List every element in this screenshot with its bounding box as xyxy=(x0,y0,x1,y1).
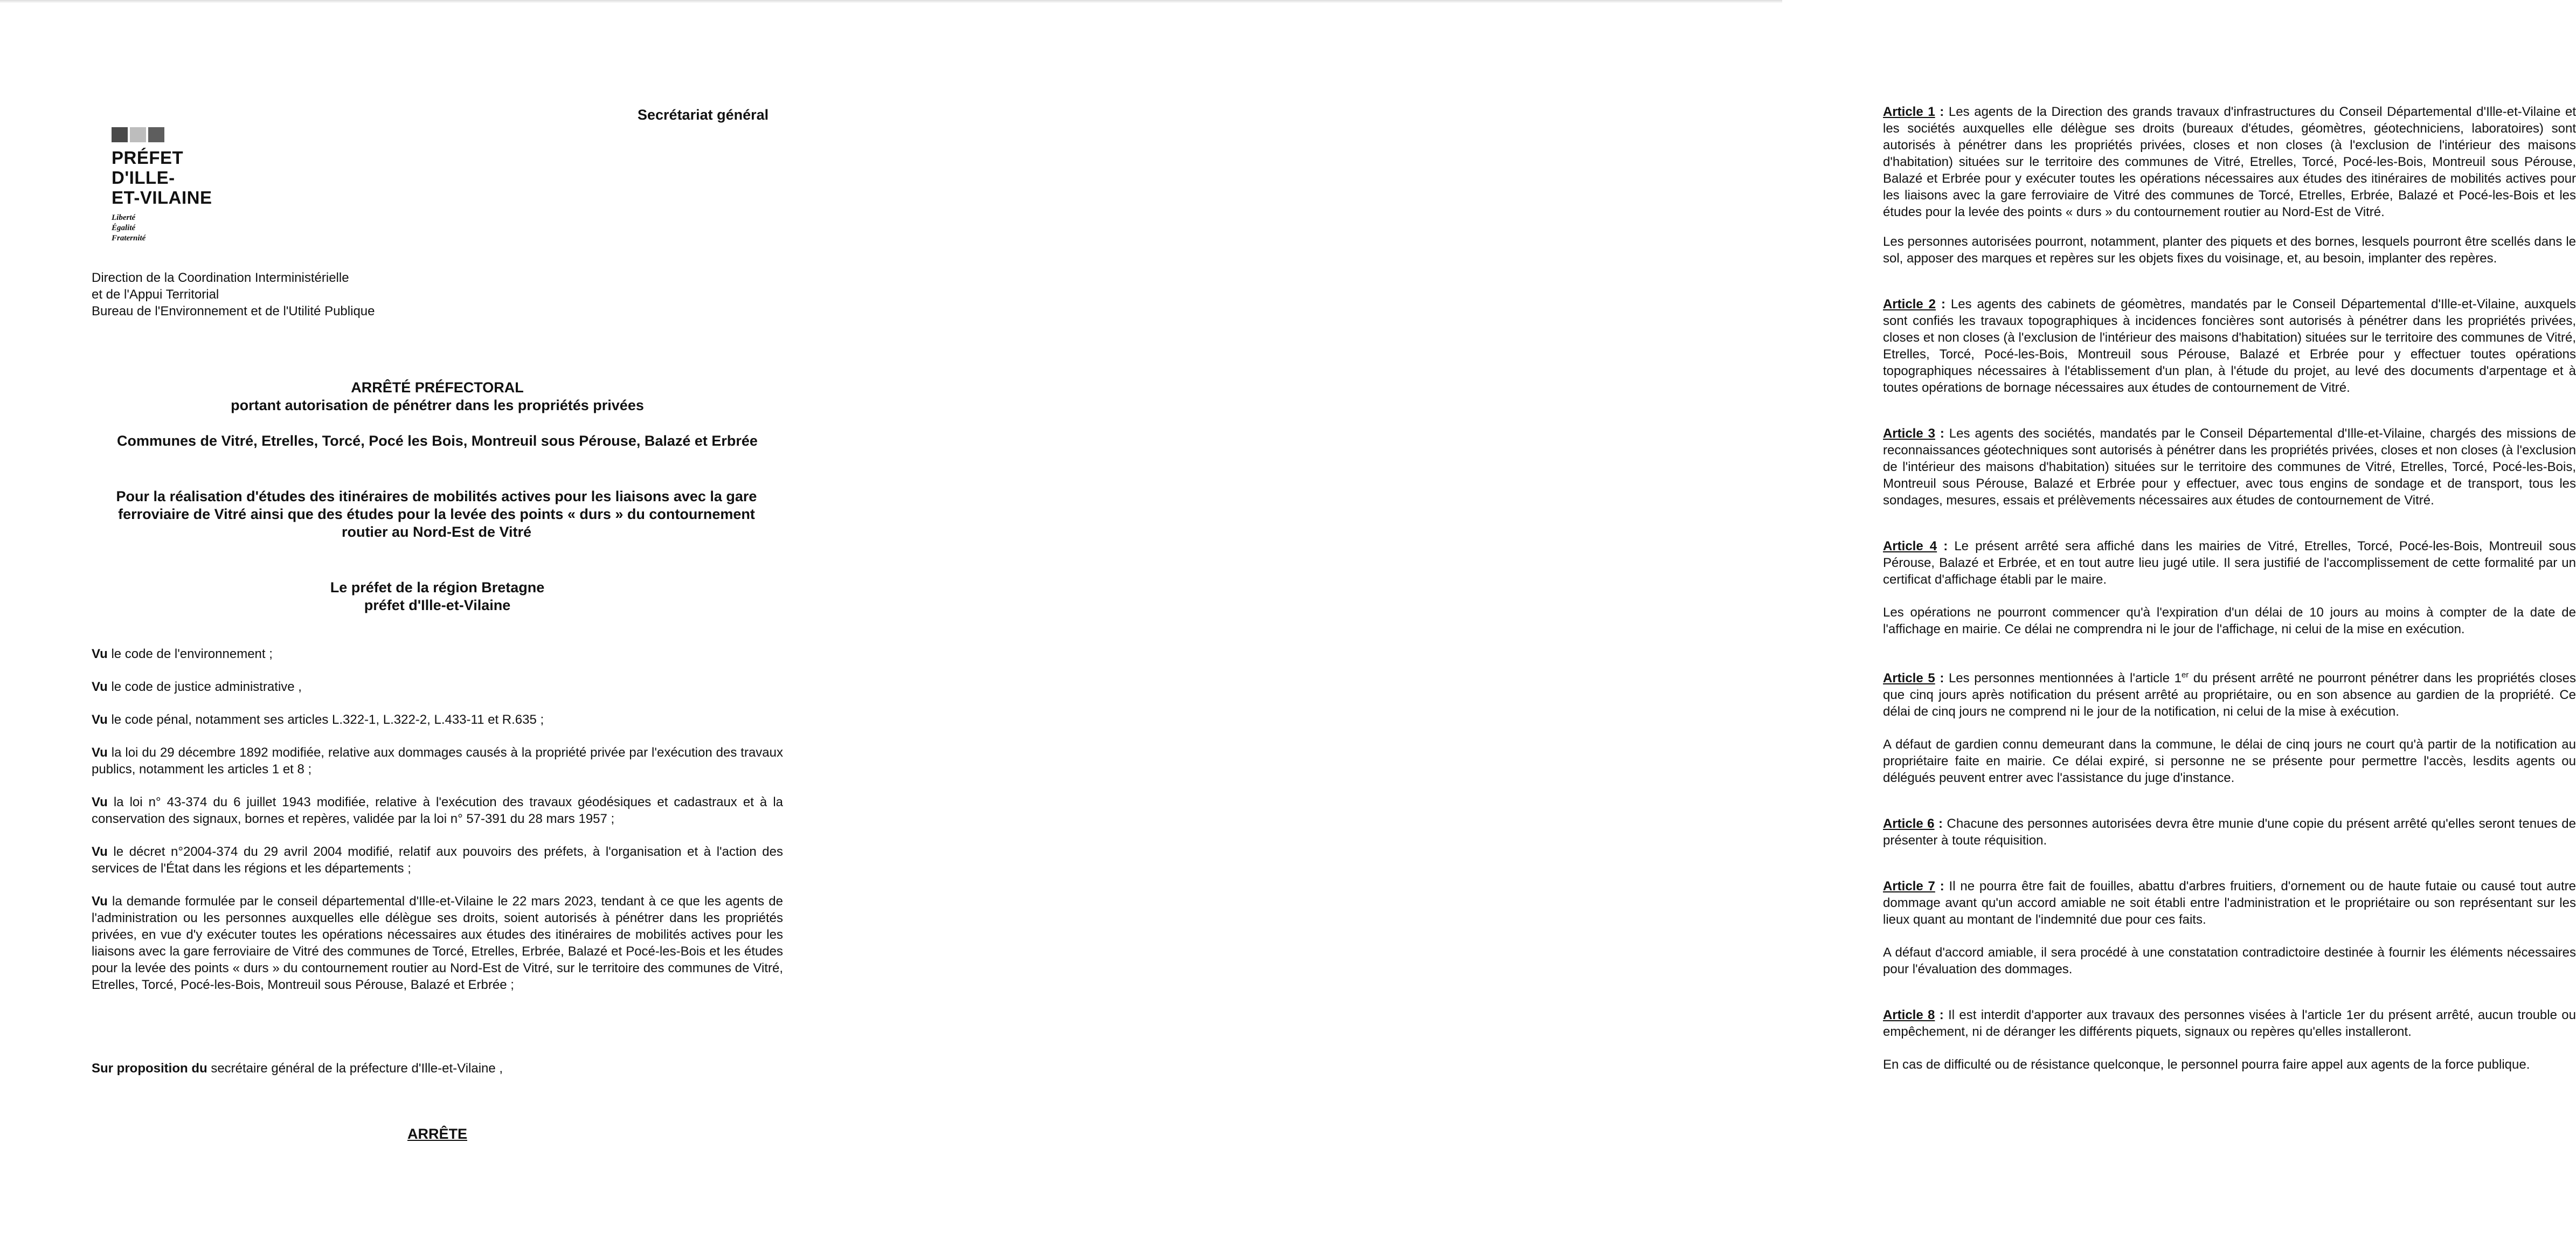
article-4-label: Article 4 xyxy=(1883,539,1937,553)
arrete-heading: ARRÊTE xyxy=(407,1126,467,1142)
vu-item: Vu la demande formulée par le conseil départemental d'Ille-et-Vilaine le 22 mars 2023, tendant à ce que les agents de l'administration ou les personnes auxquelles elle délègue ses droits, soient autorisés à pénétrer dans les propriétés privées, en vue d'y exécuter toutes les opérations nécessaires aux études des itinéraires de mobilités actives pour les liaisons avec la gare ferroviaire de Vitré des communes de Torcé, Etrelles, Erbrée, Balazé et Pocé-les-Bois et les études pour la levée des points « durs » du contournement routier au Nord-Est de Vitré, sur le territoire des communes de Vitré, Etrelles, Torcé, Pocé-les-Bois, Montreuil sous Pérouse, Balazé et Erbrée ; xyxy=(92,894,783,992)
article-2: Article 2 : Les agents des cabinets de géomètres, mandatés par le Conseil Départemental d'Ille-et-Vilaine, auxquels sont confiés les travaux topographiques à incidences foncières sont autorisés à pénétrer dans les propriétés privées, closes et non closes (à l'exclusion de l'intérieur des maisons d'habitation) situées sur le territoire des communes de Vitré, Etrelles, Torcé, Pocé-les-Bois, Montreuil sous Pérouse, Balazé et Erbrée pour y effectuer toutes opérations topographiques nécessaires à l'établissement d'un plan, à l'étude du projet, au levé des documents d'arpentage et à toutes opérations de bornage nécessaires aux études de contournement de Vitré. xyxy=(1883,297,2576,395)
prefet-line-1: Le préfet de la région Bretagne xyxy=(330,579,545,596)
prefet-logo xyxy=(112,127,230,244)
article-6: Article 6 : Chacune des personnes autorisées devra être munie d'une copie du présent arrêté qu'elles seront tenues de présenter à toute réquisition. xyxy=(1883,816,2576,848)
direction-line: et de l'Appui Territorial xyxy=(92,287,219,302)
direction-line: Direction de la Coordination Interministérielle xyxy=(92,271,349,285)
article-4: Article 4 : Le présent arrêté sera affiché dans les mairies de Vitré, Etrelles, Torcé, Pocé-les-Bois, Montreuil sous Pérouse, Balazé et Erbrée, et en tout autre lieu jugé utile. Il sera justifié de l'accomplissement de cette formalité par un certificat d'affichage établi par le maire. xyxy=(1883,539,2576,587)
vu-item: Vu le code de justice administrative , xyxy=(92,680,302,694)
purpose-heading: Pour la réalisation d'études des itinéraires de mobilités actives pour les liaisons avec la gare ferroviaire de Vitré ainsi que des études pour la levée des points « durs » du contournement routier au Nord-Est de Vitré xyxy=(116,488,757,540)
article-8-text: Il est interdit d'apporter aux travaux des personnes visées à l'article 1er du présent arrêté, aucun trouble ou empêchement, ni de déranger les différents piquets, signaux ou repères qu'elles installeront. xyxy=(1883,1008,2576,1039)
direction-block xyxy=(92,269,375,320)
title-line-2: portant autorisation de pénétrer dans les propriétés privées xyxy=(231,397,644,413)
arrete-title xyxy=(92,379,783,414)
article-6-text: Chacune des personnes autorisées devra être munie d'une copie du présent arrêté qu'elles seront tenues de présenter à toute réquisition. xyxy=(1883,816,2576,848)
article-5-paragraph-2: A défaut de gardien connu demeurant dans la commune, le délai de cinq jours ne court qu'à partir de la notification au propriétaire faite en mairie. Ce délai expiré, si personne ne se présente pour permettre l'accès, lesdits agents ou délégués peuvent entrer avec l'assistance du juge d'instance. xyxy=(1883,737,2576,785)
secretariat-general: Secrétariat général xyxy=(638,107,769,123)
vu-item: Vu la loi du 29 décembre 1892 modifiée, relative aux dommages causés à la propriété privée par l'exécution des travaux publics, notamment les articles 1 et 8 ; xyxy=(92,745,783,777)
article-7-paragraph-2: A défaut d'accord amiable, il sera procédé à une constatation contradictoire destinée à fournir les éléments nécessaires pour l'évaluation des dommages. xyxy=(1883,945,2576,977)
article-1-paragraph-2: Les personnes autorisées pourront, notamment, planter des piquets et des bornes, lesquels pourront être scellés dans le sol, apposer des marques et repères sur les objets fixes du voisinage, et, au besoin, implanter des repères. xyxy=(1883,234,2576,266)
vu-item: Vu le code pénal, notamment ses articles L.322-1, L.322-2, L.433-11 et R.635 ; xyxy=(92,712,544,727)
article-7: Article 7 : Il ne pourra être fait de fouilles, abattu d'arbres fruitiers, d'ornement ou de haute futaie ou causé tout autre dommage avant qu'un accord amiable ne soit établi entre l'administration et le propriétaire ou son représentant sur les lieux quant au montant de l'indemnité due pour ces faits. xyxy=(1883,879,2576,927)
proposition-label: Sur proposition du xyxy=(92,1061,207,1076)
logo-line-3: ET-VILAINE xyxy=(112,188,212,207)
article-5: Article 5 : Les personnes mentionnées à l'article 1er du présent arrêté ne pourront pénétrer dans les propriétés closes que cinq jours après notification du présent arrêté au propriétaire, ou en son absence au gardien de la propriété. Ce délai de cinq jours ne comprend ni le jour de la notification, ni celui de la mise à exécution. xyxy=(1883,670,2576,719)
vu-item: Vu le code de l'environnement ; xyxy=(92,647,273,661)
devise xyxy=(112,213,230,244)
article-8-label: Article 8 xyxy=(1883,1008,1935,1022)
vu-list xyxy=(92,646,783,1009)
article-7-label: Article 7 xyxy=(1883,879,1935,894)
prefet-heading xyxy=(92,579,783,614)
communes-heading: Communes de Vitré, Etrelles, Torcé, Pocé les Bois, Montreuil sous Pérouse, Balazé et Erbrée xyxy=(117,433,758,449)
logo-line-2: D'ILLE- xyxy=(112,168,175,188)
prefet-line-2: préfet d'Ille-et-Vilaine xyxy=(364,597,511,613)
article-1-text: Les agents de la Direction des grands travaux d'infrastructures du Conseil Départemental d'Ille-et-Vilaine et les sociétés auxquelles elle délègue ses droits (bureaux d'études, géomètres, géotechniciens, laboratoires) sont autorisés à pénétrer dans les propriétés privées, closes et non closes (à l'exclusion de l'intérieur des maisons d'habitation) situées sur le territoire des communes de Vitré, Etrelles, Torcé, Pocé-les-Bois, Montreuil sous Pérouse, Balazé et Erbrée pour y exécuter toutes les opérations nécessaires aux études des itinéraires de mobilités actives pour les liaisons avec la gare ferroviaire de Vitré des communes de Torcé, Etrelles, Erbrée, Balazé et Pocé-les-Bois et les études pour la levée des points « durs » du contournement routier au Nord-Est de Vitré. xyxy=(1883,105,2576,219)
vu-item: Vu la loi n° 43-374 du 6 juillet 1943 modifiée, relative à l'exécution des travaux géodésiques et cadastraux et à la conservation des signaux, bornes et repères, validée par la loi n° 57-391 du 28 mars 1957 ; xyxy=(92,795,784,826)
articles xyxy=(1883,103,2576,1073)
article-3-text: Les agents des sociétés, mandatés par le Conseil Départemental d'Ille-et-Vilaine, chargés des missions de reconnaissances géotechniques sont autorisés à pénétrer dans les propriétés privées, closes et non closes (à l'exclusion de l'intérieur des maisons d'habitation) situées sur le territoire des communes de Vitré, Etrelles, Torcé, Pocé-les-Bois, Montreuil sous Pérouse, Balazé et Erbrée pour y effectuer, avec tous engins de sondage et de transport, tous les sondages, mesures, essais et prélèvements nécessaires aux études de contournement de Vitré. xyxy=(1883,426,2576,508)
article-8: Article 8 : Il est interdit d'apporter aux travaux des personnes visées à l'article 1er du présent arrêté, aucun trouble ou empêchement, ni de déranger les différents piquets, signaux ou repères qu'elles installeront. xyxy=(1883,1008,2576,1039)
article-6-label: Article 6 xyxy=(1883,816,1935,831)
title-line-1: ARRÊTÉ PRÉFECTORAL xyxy=(351,379,524,396)
logo-line-1: PRÉFET xyxy=(112,148,184,168)
article-4-text: Le présent arrêté sera affiché dans les mairies de Vitré, Etrelles, Torcé, Pocé-les-Bois, Montreuil sous Pérouse, Balazé et Erbrée, et en tout autre lieu jugé utile. Il sera justifié de l'accomplissement de cette formalité par un certificat d'affichage établi par le maire. xyxy=(1883,539,2576,587)
article-4-paragraph-2: Les opérations ne pourront commencer qu'à l'expiration d'un délai de 10 jours au moins à compter de la date de l'affichage en mairie. Ce délai ne comprendra ni le jour de l'affichage, ni celui de la mise en exécution. xyxy=(1883,605,2576,636)
article-2-label: Article 2 xyxy=(1883,297,1936,311)
article-5-label: Article 5 xyxy=(1883,671,1935,686)
right-page xyxy=(891,0,2576,1260)
marianne-flag-icon xyxy=(112,127,230,142)
article-8-paragraph-2: En cas de difficulté ou de résistance quelconque, le personnel pourra faire appel aux agents de la force publique. xyxy=(1883,1057,2530,1072)
article-3: Article 3 : Les agents des sociétés, mandatés par le Conseil Départemental d'Ille-et-Vilaine, chargés des missions de reconnaissances géotechniques sont autorisés à pénétrer dans les propriétés privées, closes et non closes (à l'exclusion de l'intérieur des maisons d'habitation) situées sur le territoire des communes de Vitré, Etrelles, Torcé, Pocé-les-Bois, Montreuil sous Pérouse, Balazé et Erbrée pour y effectuer, avec tous engins de sondage et de transport, tous les sondages, mesures, essais et prélèvements nécessaires aux études de contournement de Vitré. xyxy=(1883,426,2576,508)
devise-fraternite: Fraternité xyxy=(112,234,146,243)
sur-proposition xyxy=(92,1060,783,1077)
article-7-text: Il ne pourra être fait de fouilles, abattu d'arbres fruitiers, d'ornement ou de haute futaie ou causé tout autre dommage avant qu'un accord amiable ne soit établi entre l'administration et le propriétaire ou son représentant sur les lieux quant au montant de l'indemnité due pour ces faits. xyxy=(1883,879,2576,927)
article-1: Article 1 : Les agents de la Direction des grands travaux d'infrastructures du Conseil Départemental d'Ille-et-Vilaine et les sociétés auxquelles elle délègue ses droits (bureaux d'études, géomètres, géotechniciens, laboratoires) sont autorisés à pénétrer dans les propriétés privées, closes et non closes (à l'exclusion de l'intérieur des maisons d'habitation) situées sur le territoire des communes de Vitré, Etrelles, Torcé, Pocé-les-Bois, Montreuil sous Pérouse, Balazé et Erbrée pour y exécuter toutes les opérations nécessaires aux études des itinéraires de mobilités actives pour les liaisons avec la gare ferroviaire de Vitré des communes de Torcé, Etrelles, Erbrée, Balazé et Pocé-les-Bois et les études pour la levée des points « durs » du contournement routier au Nord-Est de Vitré. xyxy=(1883,105,2576,219)
article-3-label: Article 3 xyxy=(1883,426,1935,441)
article-2-text: Les agents des cabinets de géomètres, mandatés par le Conseil Départemental d'Ille-et-Vilaine, auxquels sont confiés les travaux topographiques à incidences foncières sont autorisés à pénétrer dans les propriétés privées, closes et non closes (à l'exclusion de l'intérieur des maisons d'habitation) situées sur le territoire des communes de Vitré, Etrelles, Torcé, Pocé-les-Bois, Montreuil sous Pérouse, Balazé et Erbrée pour y effectuer toutes opérations topographiques nécessaires à l'établissement d'un plan, à l'étude du projet, au levé des documents d'arpentage et à toutes opérations de bornage nécessaires aux études de contournement de Vitré. xyxy=(1883,297,2576,395)
devise-egalite: Égalité xyxy=(112,224,136,232)
proposition-text: secrétaire général de la préfecture d'Ille-et-Vilaine , xyxy=(211,1061,503,1076)
article-1-label: Article 1 xyxy=(1883,105,1935,119)
left-page xyxy=(0,0,891,1260)
devise-liberte: Liberté xyxy=(112,213,136,222)
direction-line: Bureau de l'Environnement et de l'Utilité Publique xyxy=(92,304,375,319)
vu-item: Vu le décret n°2004-374 du 29 avril 2004 modifié, relatif aux pouvoirs des préfets, à l'organisation et à l'action des services de l'État dans les régions et les départements ; xyxy=(92,844,783,876)
